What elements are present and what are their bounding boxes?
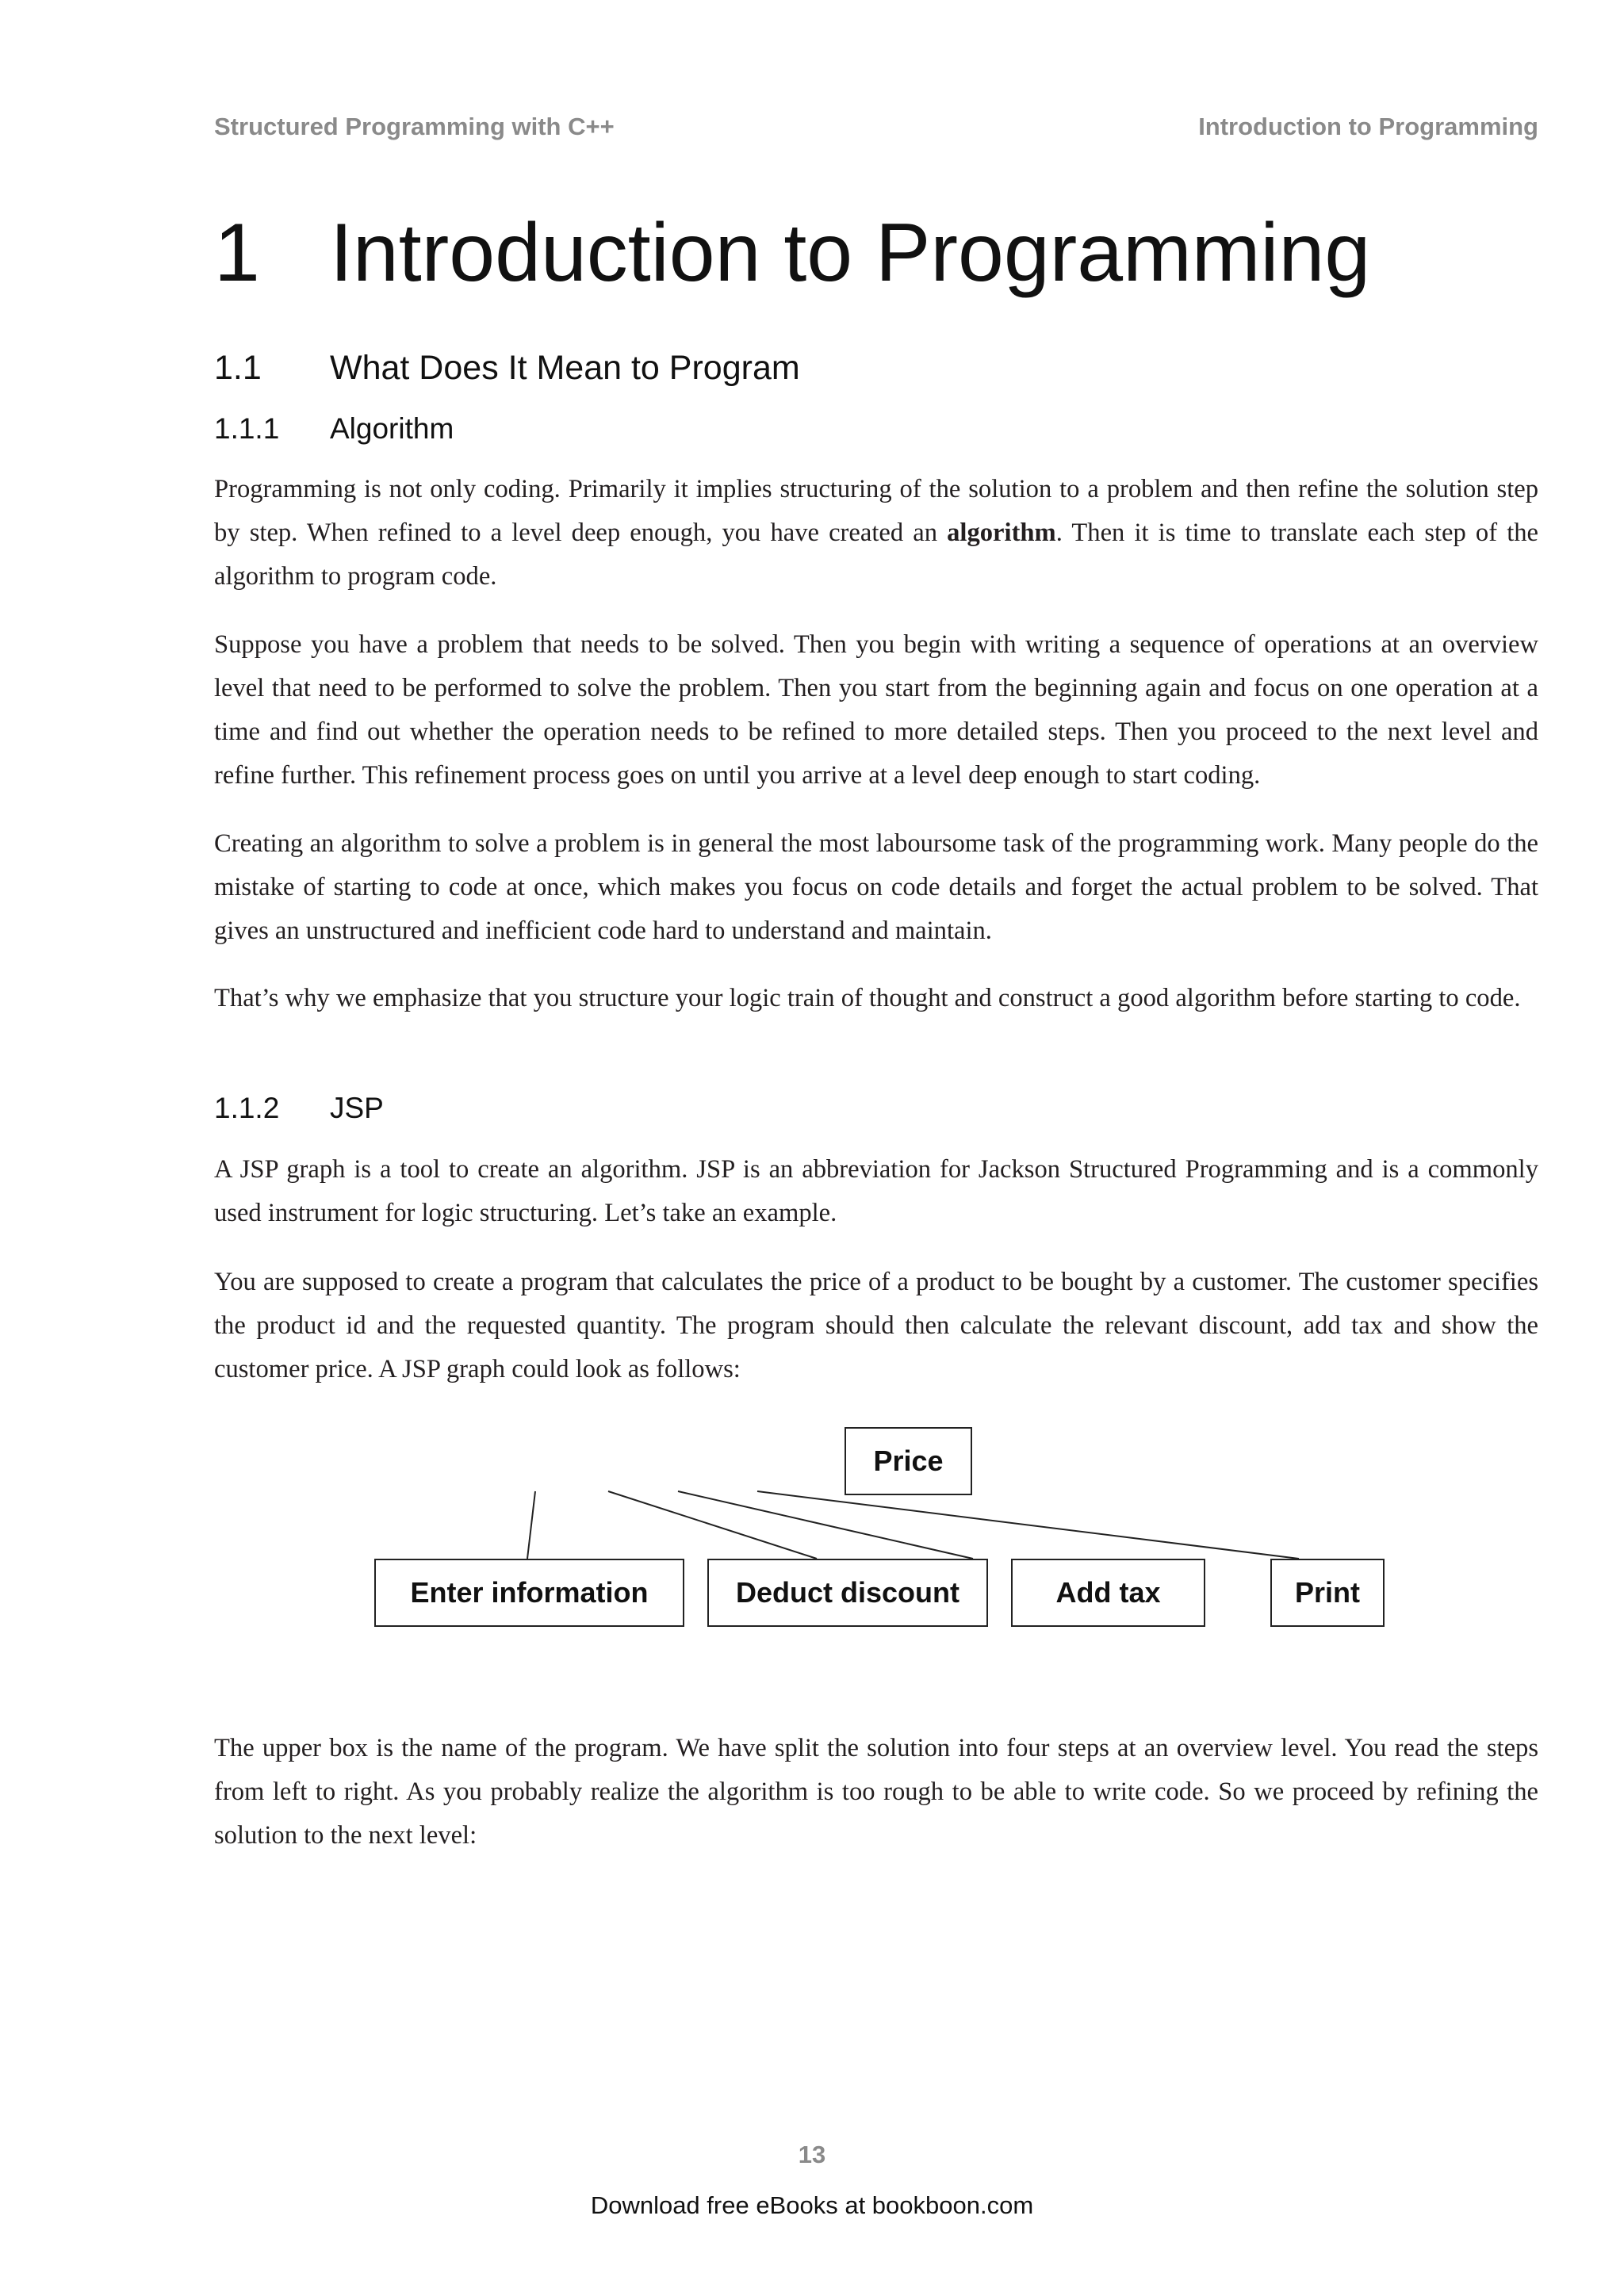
- chapter-title-text: Introduction to Programming: [330, 207, 1371, 299]
- paragraph-upper-box: The upper box is the name of the program. We have split the solution into four steps at an overview level. You read the steps from left to right. As you probably realize the algorithm is too rough to be able to write code. So we proceed by refining the solution to the next level:: [214, 1734, 1538, 1850]
- section-title: JSP: [330, 1092, 384, 1124]
- jsp-step-box: Print: [1270, 1559, 1385, 1627]
- footer-download-text: Download free eBooks at bookboon.com: [590, 2191, 1034, 2219]
- paragraph-algorithm-definition: Programming is not only coding. Primarily it implies structuring of the solution to a problem and then refine the solution step by step. When refined to a level deep enough, you have created an algorithm. Then it is time to translate each step of the algorithm to program code.: [214, 475, 1538, 591]
- connector-enter-information: [527, 1491, 535, 1559]
- header-book-title: Structured Programming with C++: [214, 113, 615, 140]
- bold-term-algorithm: algorithm: [947, 519, 1056, 547]
- connector-deduct-discount: [608, 1491, 817, 1559]
- section-title: What Does It Mean to Program: [330, 349, 800, 387]
- connector-print: [757, 1491, 1299, 1559]
- header-chapter-title: Introduction to Programming: [1198, 113, 1538, 140]
- chapter-number: 1: [214, 207, 260, 299]
- connector-add-tax: [678, 1491, 973, 1559]
- paragraph-example: You are supposed to create a program that calculates the price of a product to be bought by a customer. The customer specifies the product id and the requested quantity. The program should then calculate the relevant discount, add tax and show the customer price. A JSP graph could look as follows:: [214, 1268, 1538, 1383]
- section-title: Algorithm: [330, 412, 454, 445]
- jsp-step-box: Deduct discount: [707, 1559, 988, 1627]
- jsp-root-box: Price: [845, 1427, 972, 1495]
- paragraph-refinement: Suppose you have a problem that needs to be solved. Then you begin with writing a sequence of operations at an overview level that need to be performed to solve the problem. Then you start from the beginning again and focus on one operation at a time and find out whether the operation needs to be refined to more detailed steps. Then you proceed to the next level and refine further. This refinement process goes on until you arrive at a level deep enough to start coding.: [214, 630, 1538, 790]
- section-number: 1.1.2: [214, 1092, 280, 1124]
- jsp-step-box: Enter information: [374, 1559, 684, 1627]
- running-header: [214, 113, 1538, 147]
- jsp-step-box: Add tax: [1011, 1559, 1205, 1627]
- paragraph-emphasize: That’s why we emphasize that you structure your logic train of thought and construct a good algorithm before starting to code.: [214, 984, 1521, 1012]
- paragraph-laboursome: Creating an algorithm to solve a problem is in general the most laboursome task of the programming work. Many people do the mistake of starting to code at once, which makes you focus on code details and forget the actual problem to be solved. That gives an unstructured and inefficient code hard to understand and maintain.: [214, 829, 1538, 945]
- section-number: 1.1: [214, 349, 262, 387]
- paragraph-jsp-intro: A JSP graph is a tool to create an algorithm. JSP is an abbreviation for Jackson Structured Programming and is a commonly used instrument for logic structuring. Let’s take an example.: [214, 1155, 1538, 1227]
- page-number: 13: [798, 2141, 826, 2168]
- jsp-diagram: [365, 1427, 1396, 1641]
- section-number: 1.1.1: [214, 412, 280, 445]
